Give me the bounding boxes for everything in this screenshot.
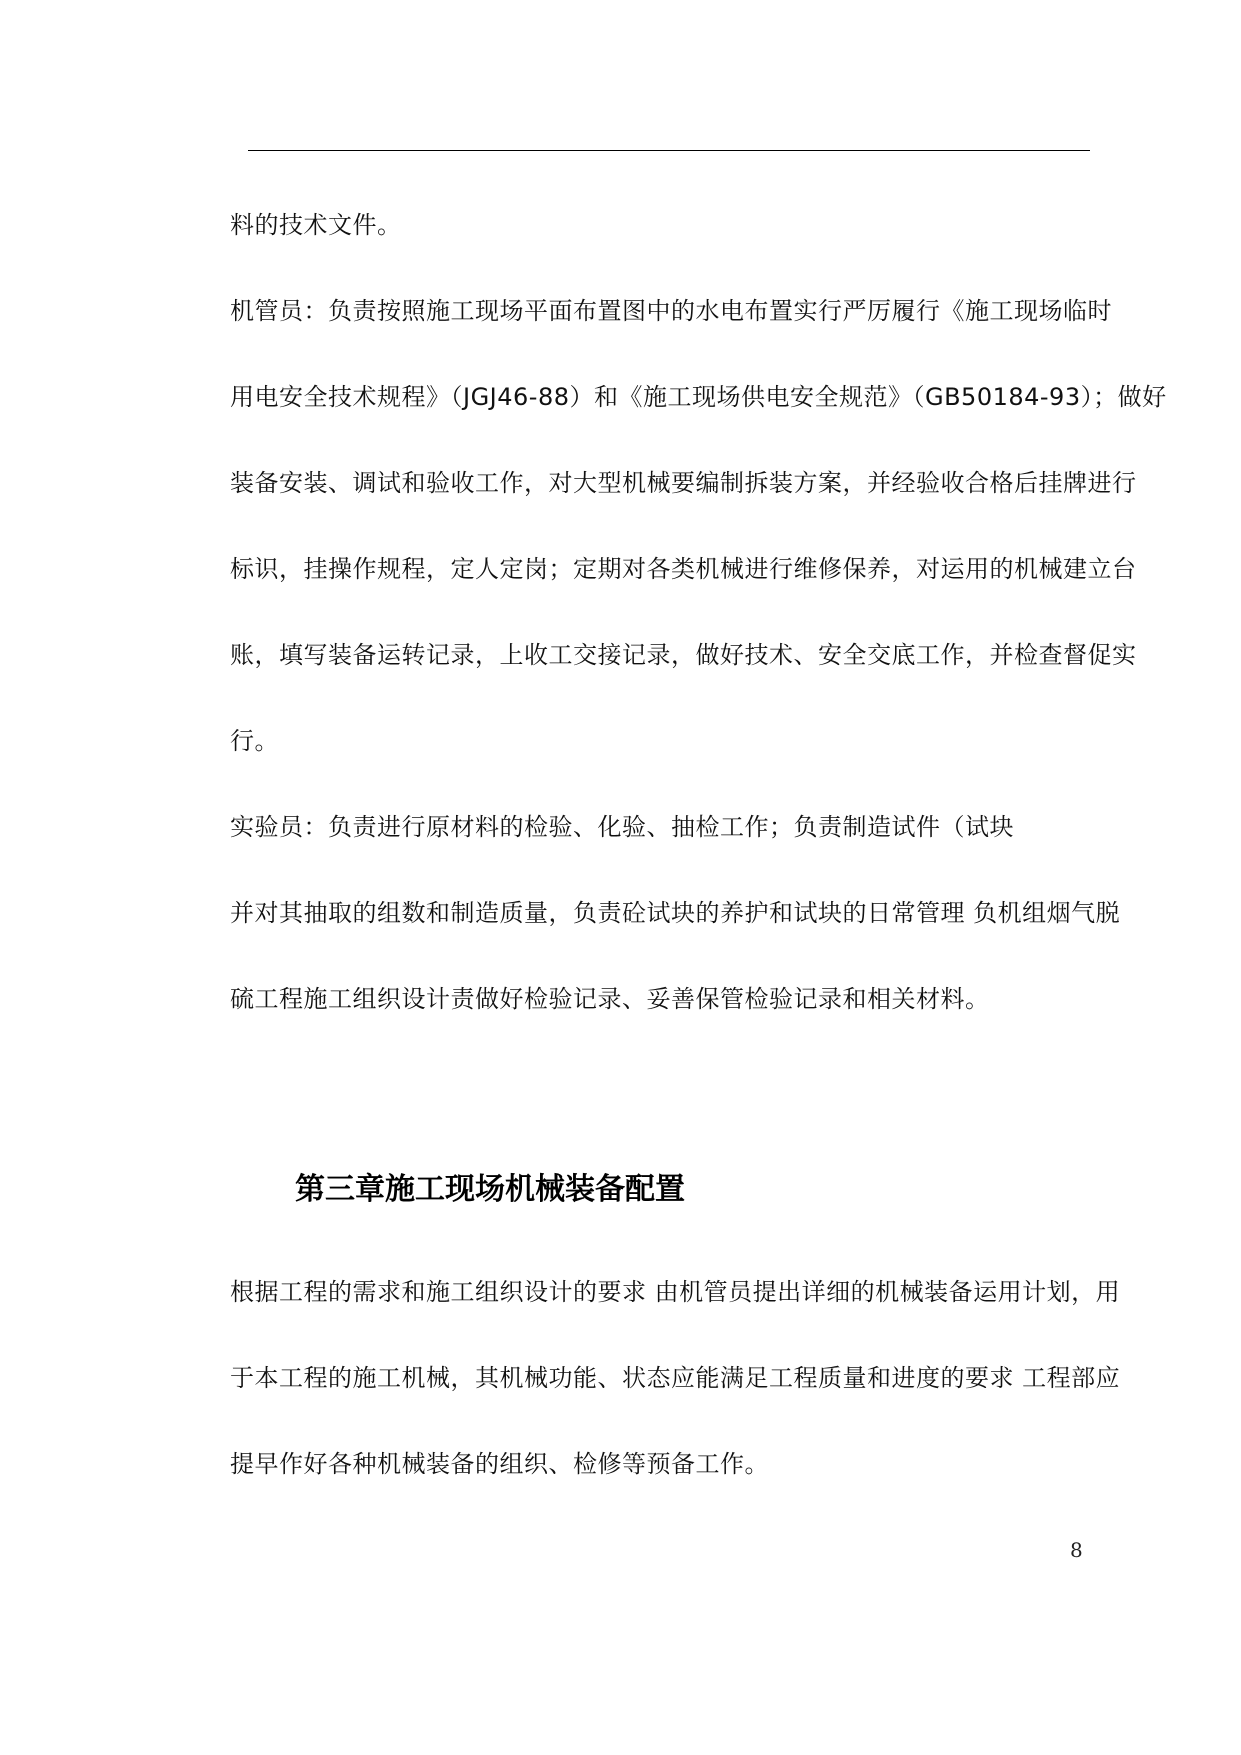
body-line: 提早作好各种机械装备的组织、检修等预备工作。 xyxy=(230,1450,769,1478)
body-line: 硫工程施工组织设计责做好检验记录、妥善保管检验记录和相关材料。 xyxy=(230,985,990,1013)
body-line: 根据工程的需求和施工组织设计的要求 由机管员提出详细的机械装备运用计划，用 xyxy=(230,1278,1121,1306)
chapter-title: 第三章施工现场机械装备配置 xyxy=(295,1172,685,1207)
body-line: 于本工程的施工机械，其机械功能、状态应能满足工程质量和进度的要求 工程部应 xyxy=(230,1364,1121,1392)
body-line: 用电安全技术规程》（JGJ46-88）和《施工现场供电安全规范》（GB50184-93）；做好 xyxy=(230,383,1167,411)
body-line: 标识，挂操作规程，定人定岗；定期对各类机械进行维修保养，对运用的机械建立台 xyxy=(230,555,1137,583)
body-line: 账，填写装备运转记录，上收工交接记录，做好技术、安全交底工作，并检查督促实 xyxy=(230,641,1137,669)
body-line: 并对其抽取的组数和制造质量，负责砼试块的养护和试块的日常管理 负机组烟气脱 xyxy=(230,899,1121,927)
body-line: 装备安装、调试和验收工作，对大型机械要编制拆装方案，并经验收合格后挂牌进行 xyxy=(230,469,1137,497)
page-number: 8 xyxy=(1070,1538,1083,1562)
header-rule xyxy=(248,150,1090,151)
body-line: 机管员：负责按照施工现场平面布置图中的水电布置实行严厉履行《施工现场临时 xyxy=(230,297,1112,325)
body-line: 料的技术文件。 xyxy=(230,211,402,239)
body-line: 行。 xyxy=(230,727,279,755)
body-line: 实验员：负责进行原材料的检验、化验、抽检工作；负责制造试件（试块 xyxy=(230,813,1014,841)
